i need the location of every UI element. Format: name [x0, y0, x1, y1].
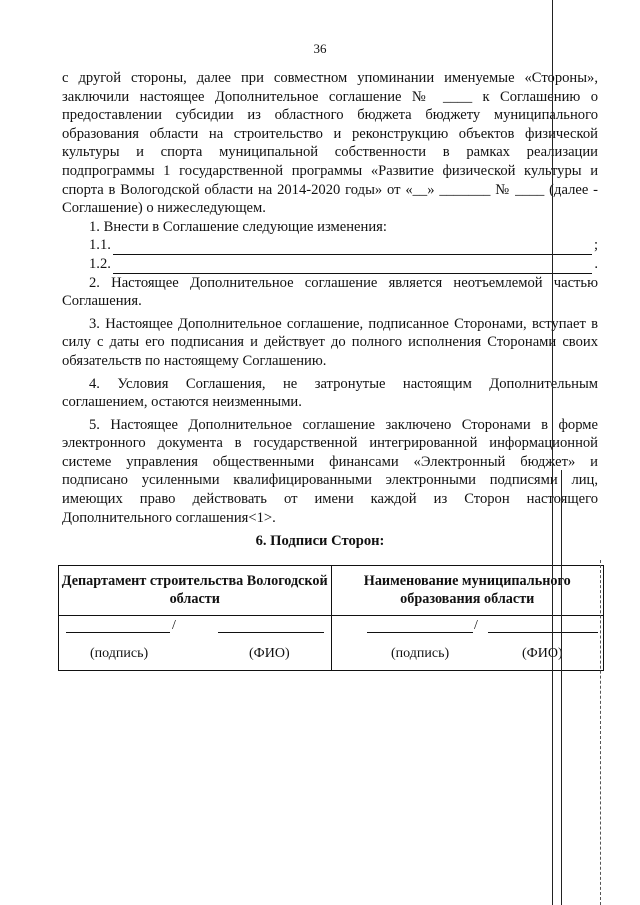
slash-separator: / — [474, 618, 478, 633]
fill-in-line — [113, 240, 592, 255]
column-header-department: Департамент строительства Вологодской области — [59, 566, 331, 616]
column-header-municipality: Наименование муниципального образования области — [332, 566, 604, 616]
scan-artifact-line — [600, 560, 601, 905]
clause-1-1 — [62, 236, 598, 255]
scan-artifact-line — [561, 470, 562, 905]
clause-5: 5. Настоящее Дополнительное соглашение заключено Сторонами в форме электронного документа в государственной интегрированной информационной системе управления общественными финансами «Электронный бюджет» и подписано усиленными квалифицированными электронными подписями лиц, имеющих право действовать от имени каждой из Сторон настоящего Дополнительного соглашения<1>. — [62, 416, 598, 526]
clause-1-2-number: 1.2. — [89, 255, 111, 272]
name-label: (ФИО) — [249, 646, 290, 661]
signature-label: (подпись) — [391, 646, 450, 661]
slash-separator: / — [172, 618, 176, 633]
name-line — [218, 632, 324, 633]
name-label: (ФИО) — [522, 646, 563, 661]
section-title: 6. Подписи Сторон: — [255, 533, 385, 549]
clause-4: 4. Условия Соглашения, не затронутые настоящим Дополнительным соглашением, остаются неизменными. — [62, 375, 598, 411]
clause-1-2 — [62, 255, 598, 274]
intro-paragraph: с другой стороны, далее при совместном упоминании именуемые «Стороны», заключили настоящее Дополнительное соглашение № ____ к Соглашению о предоставлении субсидии из областного бюджета бюджету муниципального образования области на строительство и реконструкцию объектов физической культуры и спорта муниципальной собственности в рамках реализации подпрограммы 1 государственной программы «Развитие физической культуры и спорта в Вологодской области на 2014-2020 годы» от «__» _______ № ____ (далее - Соглашение) о нижеследующем. — [62, 70, 598, 217]
document-body — [62, 69, 598, 527]
signature-line — [367, 632, 473, 633]
name-line — [488, 632, 598, 633]
page-number: 36 — [313, 41, 327, 56]
fill-in-line — [113, 259, 592, 274]
clause-2: 2. Настоящее Дополнительное соглашение является неотъемлемой частью Соглашения. — [62, 274, 598, 310]
clause-1: 1. Внести в Соглашение следующие изменения: — [89, 218, 387, 235]
clause-1-2-end: . — [594, 255, 598, 272]
scan-artifact-line — [552, 0, 553, 905]
clause-3: 3. Настоящее Дополнительное соглашение, подписанное Сторонами, вступает в силу с даты его подписания и действует до полного исполнения Сторонами своих обязательств по настоящему Соглашению. — [62, 315, 598, 369]
clause-1-1-end: ; — [593, 237, 598, 254]
signature-line — [66, 632, 170, 633]
clause-1-1-number: 1.1. — [89, 237, 111, 254]
signature-label: (подпись) — [90, 646, 149, 661]
